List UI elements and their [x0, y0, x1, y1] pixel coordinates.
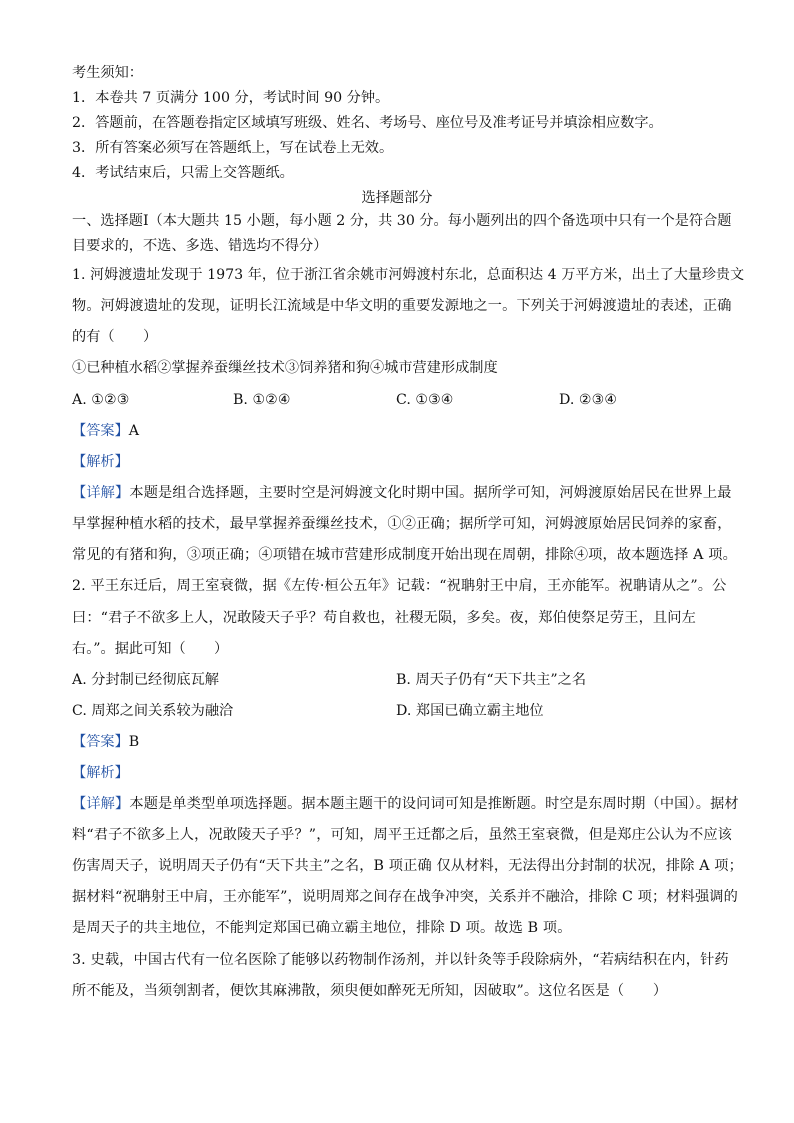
notice-item: 2．答题前，在答题卷指定区域填写班级、姓名、考场号、座位号及准考证号并填涂相应数字。: [72, 115, 663, 131]
detail-label: 【详解】: [72, 796, 130, 812]
q2-option-b: B. 周天子仍有“天下共主”之名: [396, 672, 587, 688]
q2-detail-line: 据材料“祝聃射王中肩，王亦能军”，说明周郑之间存在战争冲突，关系并不融洽，排除 C 项；材料强调的: [72, 889, 738, 905]
analysis-label: 【解析】: [72, 454, 129, 470]
q1-stem-line: 的有（ ）: [72, 329, 158, 345]
q1-option-d: D. ②③④: [559, 392, 618, 408]
q3-stem-line: 3. 史载，中国古代有一位名医除了能够以药物制作汤剂，并以针灸等手段除病外，“若病结积在内，针药: [72, 952, 729, 968]
notice-item: 4．考试结束后，只需上交答题纸。: [72, 165, 294, 181]
answer-label: 【答案】: [72, 734, 129, 750]
q2-detail-line: [72, 797, 739, 811]
part-intro-line: 一、选择题Ⅰ（本大题共 15 小题，每小题 2 分，共 30 分。每小题列出的四个备选项中只有一个是符合题: [72, 213, 732, 229]
answer-label: 【答案】: [72, 423, 129, 439]
q1-answer-value: A: [128, 423, 140, 439]
q2-answer-value: B: [128, 734, 140, 750]
q1-option-b: B. ①②④: [233, 392, 291, 408]
q2-detail-line: 是周天子的共主地位，不能判定郑国已确立霸主地位，排除 D 项。故选 B 项。: [72, 920, 572, 936]
q1-stem-line: 1. 河姆渡遗址发现于 1973 年，位于浙江省余姚市河姆渡村东北，总面积达 4 万平方米，出土了大量珍贵文: [72, 267, 745, 283]
q2-detail-line: 伤害周天子，说明周天子仍有“天下共主”之名，B 项正确 仅从材料，无法得出分封制的状况，排除 A 项；: [72, 858, 743, 874]
part-intro-line: 目要求的，不选、多选、错选均不得分）: [72, 238, 328, 254]
q1-detail-text: 本题是组合选择题，主要时空是河姆渡文化时期中国。据所学可知，河姆渡原始居民在世界上最: [129, 485, 732, 501]
section-title: 选择题部分: [361, 190, 433, 206]
notice-heading: 考生须知：: [72, 65, 143, 81]
q1-detail-line: 早掌握种植水稻的技术，最早掌握养蚕缫丝技术，①②正确；据所学可知，河姆渡原始居民饲养的家畜，: [72, 516, 732, 532]
q2-stem-line: 2. 平王东迁后，周王室衰微，据《左传·桓公五年》记载：“祝聃射王中肩，王亦能军。祝聃请从之”。公: [72, 578, 727, 594]
q2-detail-line: 料“君子不欲多上人，况敢陵天子乎？”，可知，周平王迁都之后，虽然王室衰微，但是郑庄公认为不应该: [72, 827, 732, 843]
q2-detail-text: 本题是单类型单项选择题。据本题主题干的设问词可知是推断题。时空是东周时期（中国）。据材: [129, 796, 739, 812]
q2-option-a: A. 分封制已经彻底瓦解: [72, 672, 219, 688]
q1-option-a: A. ①②③: [72, 392, 130, 408]
q1-detail-line: 常见的有猪和狗，③项正确；④项错在城市营建形成制度开始出现在周朝，排除④项，故本题选择 A 项。: [72, 547, 737, 563]
q1-option-c: C. ①③④: [396, 392, 454, 408]
q3-stem-line: 所不能及，当须刳割者，便饮其麻沸散，须臾便如醉死无所知，因破取”。这位名医是（ ）: [72, 983, 668, 999]
q1-stem-line: 物。河姆渡遗址的发现，证明长江流域是中华文明的重要发源地之一。下列关于河姆渡遗址的表述，正确: [72, 298, 732, 314]
q1-answer-row: [72, 424, 139, 438]
q2-stem-line: 曰：“君子不欲多上人，况敢陵天子乎？苟自救也，社稷无陨，多矣。夜，郑伯使祭足劳王，且问左: [72, 610, 696, 626]
detail-label: 【详解】: [72, 485, 130, 501]
q1-statements: ①已种植水稻②掌握养蚕缫丝技术③饲养猪和狗④城市营建形成制度: [72, 360, 498, 376]
notice-item: 3．所有答案必须写在答题纸上，写在试卷上无效。: [72, 140, 394, 156]
q2-option-c: C. 周郑之间关系较为融洽: [72, 703, 234, 719]
analysis-label: 【解析】: [72, 765, 129, 781]
q2-answer-row: [72, 735, 139, 749]
q2-option-d: D. 郑国已确立霸主地位: [396, 703, 544, 719]
q1-detail-line: [72, 486, 732, 500]
notice-item: 1．本卷共 7 页满分 100 分，考试时间 90 分钟。: [72, 90, 390, 106]
q2-stem-line: 右。”。据此可知（ ）: [72, 641, 229, 657]
